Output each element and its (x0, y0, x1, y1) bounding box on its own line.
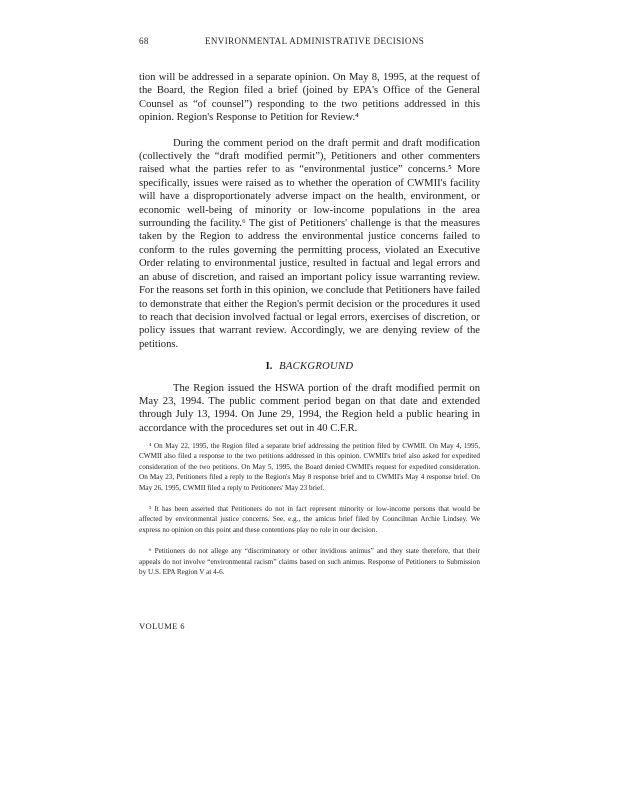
main-text (139, 71, 480, 435)
footnote-5: ⁵ It has been asserted that Petitioners do not in fact represent minority or low-income persons that would be affected by environmental justice concerns. See, e.g., the amicus brief filed by Councilman Archie Lindsey. We express no opinion on this point and these contentions play no role in our decision. (139, 505, 480, 534)
footnote-6: ⁶ Petitioners do not allege any “discriminatory or other invidious animus” and they state therefore, that their appeals do not involve “environmental racism” claims based on such animus. Response of Petitioners to Submission by U.S. EPA Region V at 4-6. (139, 547, 480, 577)
running-title: ENVIRONMENTAL ADMINISTRATIVE DECISIONS (205, 36, 425, 46)
section-title: BACKGROUND (279, 361, 354, 373)
volume-footer: VOLUME 6 (139, 621, 185, 631)
paragraph-environmental-justice: During the comment period on the draft permit and draft modification (collectively the “draft modified permit”), Petitioners and other commenters raised what the parties refer to as “environmental justice” concerns.⁵ More specifically, issues were raised as to whether the operation of CWMII's facility will have a disproportionately adverse impact on the health, environment, or economic well-being of minority or low-income populations in the area surrounding the facility.⁶ The gist of Petitioners' challenge is that the measures taken by the Region to address the environmental justice concerns failed to conform to the rules governing the permitting process, violated an Executive Order relating to environmental justice, resulted in factual and legal errors and an abuse of discretion, and raised an important policy issue warranting review. For the reasons set forth in this opinion, we conclude that Petitioners have failed to demonstrate that either the Region's permit decision or the procedures it used to reach that decision involved factual or legal errors, exercises of discretion, or policy issues that warrant review. Accordingly, we are denying review of the petitions. (139, 137, 480, 350)
footnotes (139, 441, 480, 588)
page-number: 68 (139, 36, 149, 46)
paragraph-background: The Region issued the HSWA portion of the draft modified permit on May 23, 1994. The public comment period began on that date and extended through July 13, 1994. On June 29, 1994, the Region held a public hearing in accordance with the procedures set out in 40 C.F.R. (139, 382, 480, 434)
footnote-4: ⁴ On May 22, 1995, the Region filed a separate brief addressing the petition filed by CWMII. On May 4, 1995, CWMII also filed a response to the two petitions addressed in this opinion. CWMII's brief also asked for expedited consideration of the two petitions. On May 5, 1995, the Board denied CWMII's request for expedited consideration. On May 23, Petitioners filed a reply to the Region's May 8 response brief and to CWMII's May 4 response brief. On May 26, 1995, CWMII filed a reply to Petitioners' May 23 brief. (139, 442, 480, 492)
section-number: I. (265, 361, 273, 373)
paragraph-continued: tion will be addressed in a separate opinion. On May 8, 1995, at the request of the Board, the Region filed a brief (joined by EPA's Office of the General Counsel as “of counsel”) responding to the two petitions addressed in this opinion. Region's Response to Petition for Review.⁴ (139, 72, 480, 124)
section-heading (139, 360, 480, 373)
